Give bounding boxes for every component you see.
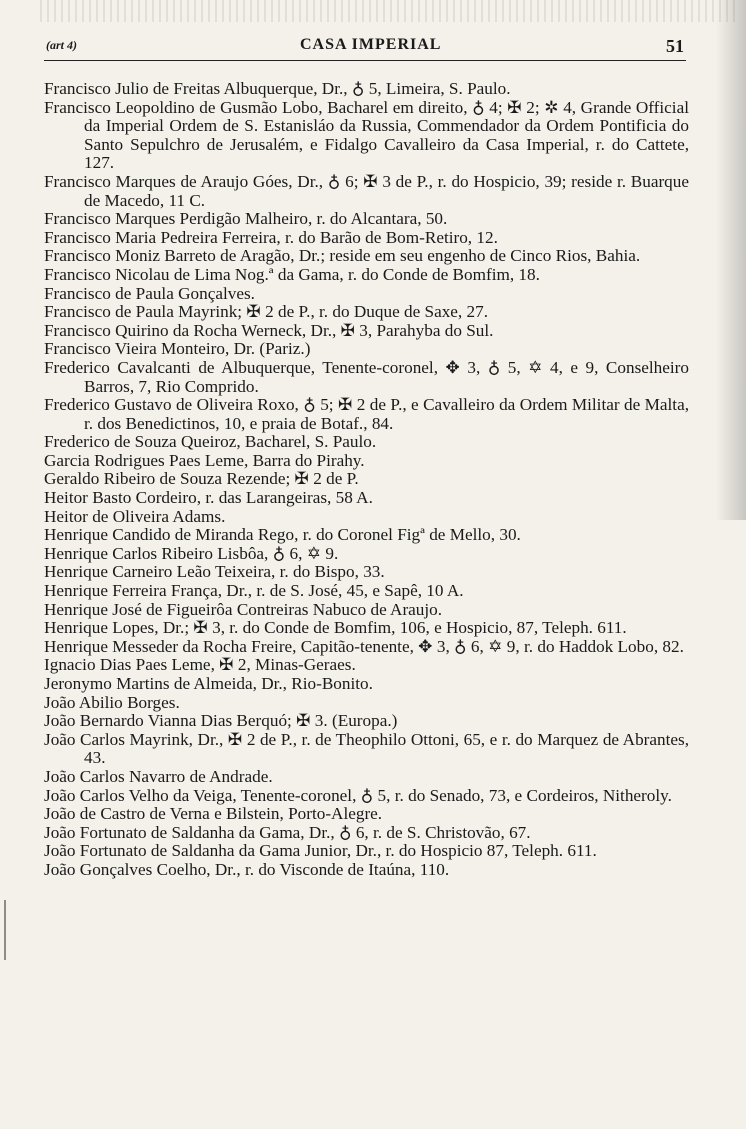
list-item: Henrique Lopes, Dr.; ✠ 3, r. do Conde de Bomfim, 106, e Hospicio, 87, Teleph. 611.: [44, 618, 627, 638]
list-item: João Fortunato de Saldanha da Gama Junior, Dr., r. do Hospicio 87, Teleph. 611.: [44, 841, 597, 861]
scan-noise-top: [40, 0, 740, 22]
list-item: João Carlos Mayrink, Dr., ✠ 2 de P., r. de Theophilo Ottoni, 65, e r. do Marquez de Abrantes, 43.: [44, 729, 689, 768]
header-left: (art 4): [46, 38, 77, 52]
list-item: Francisco Moniz Barreto de Aragão, Dr.; reside em seu engenho de Cinco Rios, Bahia.: [44, 246, 641, 266]
list-item: Francisco Quirino da Rocha Werneck, Dr., ✠ 3, Parahyba do Sul.: [44, 320, 494, 340]
header-title: CASA IMPERIAL: [300, 36, 442, 53]
list-item: Henrique Messeder da Rocha Freire, Capitão-tenente, ✥ 3, ♁ 6, ✡ 9, r. do Haddok Lobo, 82.: [44, 636, 684, 656]
list-item: João Bernardo Vianna Dias Berquó; ✠ 3. (Europa.): [44, 711, 398, 731]
page-number: 51: [666, 36, 684, 56]
list-item: Henrique José de Figueirôa Contreiras Nabuco de Araujo.: [44, 599, 443, 619]
list-item: Jeronymo Martins de Almeida, Dr., Rio-Bonito.: [44, 674, 373, 693]
list-item: Francisco Marques de Araujo Góes, Dr., ♁ 6; ✠ 3 de P., r. do Hospicio, 39; reside r. Buarque de Macedo, 11 C.: [44, 171, 689, 210]
list-item: Henrique Carlos Ribeiro Lisbôa, ♁ 6, ✡ 9.: [44, 543, 339, 563]
list-item: Heitor Basto Cordeiro, r. das Larangeiras, 58 A.: [44, 488, 373, 508]
page-header: [46, 36, 684, 58]
list-item: Henrique Candido de Miranda Rego, r. do Coronel Figª de Mello, 30.: [44, 525, 521, 545]
list-item: Francisco de Paula Mayrink; ✠ 2 de P., r. do Duque de Saxe, 27.: [44, 302, 489, 322]
list-item: Ignacio Dias Paes Leme, ✠ 2, Minas-Geraes.: [44, 655, 356, 675]
list-item: Frederico Gustavo de Oliveira Roxo, ♁ 5; ✠ 2 de P., e Cavalleiro da Ordem Militar de Malta, r. dos Benedictinos, 10, e praia de Botaf., 84.: [44, 395, 689, 433]
scan-mark-left: [4, 900, 6, 960]
list-item: João Fortunato de Saldanha da Gama, Dr., ♁ 6, r. de S. Christovão, 67.: [44, 822, 531, 842]
list-item: Henrique Carneiro Leão Teixeira, r. do Bispo, 33.: [44, 562, 385, 582]
list-item: Francisco Maria Pedreira Ferreira, r. do Barão de Bom-Retiro, 12.: [44, 227, 498, 247]
list-item: João Carlos Navarro de Andrade.: [44, 766, 273, 786]
list-item: João Gonçalves Coelho, Dr., r. do Visconde de Itaúna, 110.: [44, 859, 450, 879]
list-item: Henrique Ferreira França, Dr., r. de S. José, 45, e Sapê, 10 A.: [44, 581, 464, 601]
list-item: Francisco Marques Perdigão Malheiro, r. do Alcantara, 50.: [44, 209, 448, 229]
list-item: Garcia Rodrigues Paes Leme, Barra do Pirahy.: [44, 450, 365, 470]
list-item: Frederico Cavalcanti de Albuquerque, Tenente-coronel, ✥ 3, ♁ 5, ✡ 4, e 9, Conselheiro Barros, 7, Rio Comprido.: [44, 357, 689, 396]
list-item: Francisco Leopoldino de Gusmão Lobo, Bacharel em direito, ♁ 4; ✠ 2; ✲ 4, Grande Official da Imperial Ordem de S. Estanisláo da Russia, Commendador da Ordem Pontificia do Santo Sepulchro de Jerusalém, e Fidalgo Cavalleiro da Casa Imperial, r. do Cattete, 127.: [44, 97, 689, 173]
list-item: Geraldo Ribeiro de Souza Rezende; ✠ 2 de P.: [44, 469, 359, 489]
list-item: Heitor de Oliveira Adams.: [44, 506, 226, 526]
list-item: Francisco Nicolau de Lima Nog.ª da Gama, r. do Conde de Bomfim, 18.: [44, 264, 540, 284]
list-item: João Abilio Borges.: [44, 692, 180, 712]
list-item: Francisco Julio de Freitas Albuquerque, Dr., ♁ 5, Limeira, S. Paulo.: [44, 79, 511, 98]
list-item: Francisco de Paula Gonçalves.: [44, 283, 255, 303]
header-rule: [44, 60, 686, 61]
scan-shadow-edge: [716, 0, 746, 520]
list-item: Francisco Vieira Monteiro, Dr. (Pariz.): [44, 339, 311, 359]
list-item: Frederico de Souza Queiroz, Bacharel, S. Paulo.: [44, 432, 377, 452]
list-item: João Carlos Velho da Veiga, Tenente-coronel, ♁ 5, r. do Senado, 73, e Cordeiros, Nitheroly.: [44, 785, 672, 805]
entry-list: [44, 80, 689, 880]
list-item: João de Castro de Verna e Bilstein, Porto-Alegre.: [44, 804, 383, 824]
